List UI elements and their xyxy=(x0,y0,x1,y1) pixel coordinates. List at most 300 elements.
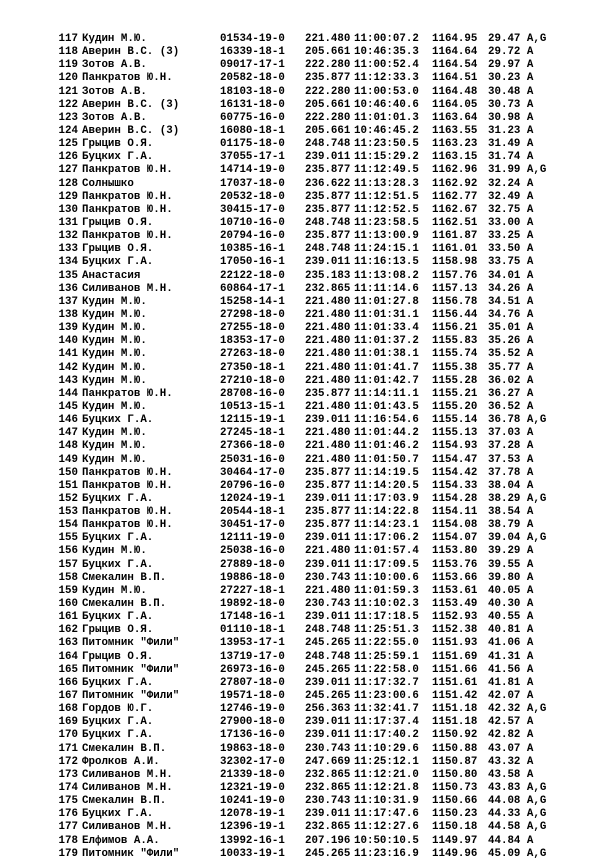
arrival-time: 11:24:15.1 xyxy=(354,243,419,256)
row-number: 145 xyxy=(58,400,78,413)
speed: 1164.48 xyxy=(432,85,478,98)
distance: 239.011 xyxy=(305,729,351,742)
speed: 1149.97 xyxy=(432,834,478,847)
speed: 1162.77 xyxy=(432,190,478,203)
row-number: 162 xyxy=(58,624,78,637)
distance: 248.748 xyxy=(305,138,351,151)
arrival-time: 11:17:09.5 xyxy=(354,558,419,571)
speed: 1153.80 xyxy=(432,545,478,558)
arrival-time: 11:10:31.9 xyxy=(354,795,419,808)
table-row xyxy=(0,322,600,335)
row-number: 130 xyxy=(58,203,78,216)
distance: 221.480 xyxy=(305,361,351,374)
fancier-name: Панкратов Ю.Н. xyxy=(82,387,173,400)
row-number: 128 xyxy=(58,177,78,190)
speed: 1149.96 xyxy=(432,847,478,860)
row-number: 139 xyxy=(58,322,78,335)
row-number: 149 xyxy=(58,453,78,466)
row-number: 144 xyxy=(58,387,78,400)
arrival-time: 11:01:59.3 xyxy=(354,584,419,597)
table-row xyxy=(0,217,600,230)
distance: 221.480 xyxy=(305,348,351,361)
ring-number: 17050-16-1 xyxy=(220,256,285,269)
points: 36.52 A xyxy=(488,400,534,413)
row-number: 118 xyxy=(58,46,78,59)
points: 30.48 A xyxy=(488,85,534,98)
points: 42.07 A xyxy=(488,690,534,703)
table-row xyxy=(0,414,600,427)
speed: 1162.67 xyxy=(432,203,478,216)
distance: 221.480 xyxy=(305,427,351,440)
distance: 221.480 xyxy=(305,33,351,45)
fancier-name: Силиванов М.Н. xyxy=(82,782,173,795)
distance: 239.011 xyxy=(305,532,351,545)
distance: 221.480 xyxy=(305,308,351,321)
speed: 1164.64 xyxy=(432,46,478,59)
row-number: 170 xyxy=(58,729,78,742)
speed: 1155.28 xyxy=(432,374,478,387)
points: 44.58 A,G xyxy=(488,821,547,834)
fancier-name: Панкратов Ю.Н. xyxy=(82,466,173,479)
row-number: 141 xyxy=(58,348,78,361)
distance: 235.877 xyxy=(305,387,351,400)
ring-number: 12115-19-1 xyxy=(220,414,285,427)
fancier-name: Смекалин В.П. xyxy=(82,742,167,755)
fancier-name: Кудин М.Ю. xyxy=(82,584,147,597)
arrival-time: 11:00:52.4 xyxy=(354,59,419,72)
arrival-time: 11:12:52.5 xyxy=(354,203,419,216)
points: 44.33 A,G xyxy=(488,808,547,821)
fancier-name: Кудин М.Ю. xyxy=(82,545,147,558)
fancier-name: Буцких Г.А. xyxy=(82,414,154,427)
fancier-name: Смекалин В.П. xyxy=(82,571,167,584)
speed: 1153.76 xyxy=(432,558,478,571)
arrival-time: 11:25:59.1 xyxy=(354,650,419,663)
distance: 205.661 xyxy=(305,46,351,59)
distance: 235.877 xyxy=(305,203,351,216)
table-row xyxy=(0,112,600,125)
distance: 235.877 xyxy=(305,506,351,519)
row-number: 135 xyxy=(58,269,78,282)
ring-number: 20794-16-0 xyxy=(220,230,285,243)
row-number: 136 xyxy=(58,282,78,295)
fancier-name: Аверин В.С. (3) xyxy=(82,46,180,59)
distance: 235.877 xyxy=(305,519,351,532)
points: 42.57 A xyxy=(488,716,534,729)
ring-number: 18353-17-0 xyxy=(220,335,285,348)
distance: 248.748 xyxy=(305,216,351,229)
speed: 1162.51 xyxy=(432,216,478,229)
points: 32.75 A xyxy=(488,203,534,216)
arrival-time: 11:12:21.0 xyxy=(354,768,419,781)
speed: 1163.23 xyxy=(432,138,478,151)
distance: 256.363 xyxy=(305,703,351,716)
speed: 1158.98 xyxy=(432,256,478,269)
distance: 232.865 xyxy=(305,768,351,781)
row-number: 167 xyxy=(58,690,78,703)
row-number: 175 xyxy=(58,795,78,808)
ring-number: 10513-15-1 xyxy=(220,400,285,413)
fancier-name: Аверин В.С. (3) xyxy=(82,124,180,137)
arrival-time: 11:13:08.2 xyxy=(354,269,419,282)
fancier-name: Кудин М.Ю. xyxy=(82,295,147,308)
speed: 1155.13 xyxy=(432,427,478,440)
points: 31.74 A xyxy=(488,151,534,164)
ring-number: 60864-17-1 xyxy=(220,282,285,295)
table-row xyxy=(0,611,600,624)
ring-number: 25038-16-0 xyxy=(220,545,285,558)
fancier-name: Кудин М.Ю. xyxy=(82,440,147,453)
fancier-name: Питомник "Фили" xyxy=(82,690,180,703)
points: 43.83 A,G xyxy=(488,782,547,795)
distance: 221.480 xyxy=(305,374,351,387)
row-number: 134 xyxy=(58,256,78,269)
arrival-time: 11:00:07.2 xyxy=(354,33,419,45)
fancier-name: Панкратов Ю.Н. xyxy=(82,190,173,203)
arrival-time: 11:01:50.7 xyxy=(354,453,419,466)
table-row xyxy=(0,848,600,861)
ring-number: 16131-18-0 xyxy=(220,98,285,111)
arrival-time: 10:50:10.5 xyxy=(354,834,419,847)
arrival-time: 11:00:53.0 xyxy=(354,85,419,98)
distance: 232.865 xyxy=(305,782,351,795)
table-row xyxy=(0,138,600,151)
fancier-name: Буцких Г.А. xyxy=(82,808,154,821)
points: 38.54 A xyxy=(488,506,534,519)
speed: 1155.14 xyxy=(432,414,478,427)
row-number: 148 xyxy=(58,440,78,453)
fancier-name: Буцких Г.А. xyxy=(82,151,154,164)
table-row xyxy=(0,72,600,85)
speed: 1150.23 xyxy=(432,808,478,821)
points: 33.00 A xyxy=(488,216,534,229)
speed: 1152.38 xyxy=(432,624,478,637)
speed: 1151.66 xyxy=(432,663,478,676)
fancier-name: Силиванов М.Н. xyxy=(82,768,173,781)
points: 35.77 A xyxy=(488,361,534,374)
points: 36.02 A xyxy=(488,374,534,387)
table-row xyxy=(0,782,600,795)
points: 40.55 A xyxy=(488,611,534,624)
row-number: 143 xyxy=(58,374,78,387)
row-number: 160 xyxy=(58,598,78,611)
points: 42.82 A xyxy=(488,729,534,742)
arrival-time: 11:01:33.4 xyxy=(354,322,419,335)
table-row xyxy=(0,532,600,545)
row-number: 121 xyxy=(58,85,78,98)
table-row xyxy=(0,703,600,716)
row-number: 178 xyxy=(58,834,78,847)
distance: 230.743 xyxy=(305,742,351,755)
ring-number: 10033-19-1 xyxy=(220,847,285,860)
points: 36.78 A,G xyxy=(488,414,547,427)
ring-number: 30451-17-0 xyxy=(220,519,285,532)
arrival-time: 11:14:23.1 xyxy=(354,519,419,532)
arrival-time: 11:12:27.6 xyxy=(354,821,419,834)
arrival-time: 11:01:46.2 xyxy=(354,440,419,453)
ring-number: 21339-18-0 xyxy=(220,768,285,781)
ring-number: 20532-18-0 xyxy=(220,190,285,203)
points: 36.27 A xyxy=(488,387,534,400)
points: 43.58 A xyxy=(488,768,534,781)
fancier-name: Буцких Г.А. xyxy=(82,492,154,505)
row-number: 157 xyxy=(58,558,78,571)
fancier-name: Аверин В.С. (3) xyxy=(82,98,180,111)
points: 38.04 A xyxy=(488,479,534,492)
fancier-name: Кудин М.Ю. xyxy=(82,335,147,348)
speed: 1154.28 xyxy=(432,492,478,505)
points: 30.73 A xyxy=(488,98,534,111)
row-number: 117 xyxy=(58,33,78,45)
table-row xyxy=(0,454,600,467)
ring-number: 01534-19-0 xyxy=(220,33,285,45)
distance: 239.011 xyxy=(305,414,351,427)
points: 40.05 A xyxy=(488,584,534,597)
ring-number: 30464-17-0 xyxy=(220,466,285,479)
distance: 239.011 xyxy=(305,611,351,624)
fancier-name: Силиванов М.Н. xyxy=(82,821,173,834)
ring-number: 17136-16-0 xyxy=(220,729,285,742)
ring-number: 27263-18-0 xyxy=(220,348,285,361)
row-number: 165 xyxy=(58,663,78,676)
speed: 1157.13 xyxy=(432,282,478,295)
arrival-time: 10:46:45.2 xyxy=(354,124,419,137)
arrival-time: 11:17:18.5 xyxy=(354,611,419,624)
distance: 239.011 xyxy=(305,151,351,164)
speed: 1157.76 xyxy=(432,269,478,282)
table-row xyxy=(0,178,600,191)
ring-number: 10385-16-1 xyxy=(220,243,285,256)
points: 31.49 A xyxy=(488,138,534,151)
points: 39.29 A xyxy=(488,545,534,558)
distance: 245.265 xyxy=(305,663,351,676)
speed: 1154.42 xyxy=(432,466,478,479)
table-row xyxy=(0,86,600,99)
ring-number: 19892-18-0 xyxy=(220,598,285,611)
arrival-time: 11:01:57.4 xyxy=(354,545,419,558)
table-row xyxy=(0,388,600,401)
row-number: 140 xyxy=(58,335,78,348)
row-number: 177 xyxy=(58,821,78,834)
ring-number: 12396-19-1 xyxy=(220,821,285,834)
distance: 205.661 xyxy=(305,98,351,111)
arrival-time: 11:23:00.6 xyxy=(354,690,419,703)
fancier-name: Зотов А.В. xyxy=(82,111,147,124)
ring-number: 20544-18-1 xyxy=(220,506,285,519)
speed: 1153.61 xyxy=(432,584,478,597)
table-row xyxy=(0,375,600,388)
arrival-time: 11:01:31.1 xyxy=(354,308,419,321)
row-number: 138 xyxy=(58,308,78,321)
distance: 221.480 xyxy=(305,440,351,453)
ring-number: 10241-19-0 xyxy=(220,795,285,808)
arrival-time: 11:01:42.7 xyxy=(354,374,419,387)
points: 29.47 A,G xyxy=(488,33,547,45)
table-row xyxy=(0,309,600,322)
arrival-time: 11:25:12.1 xyxy=(354,755,419,768)
arrival-time: 11:12:49.5 xyxy=(354,164,419,177)
row-number: 156 xyxy=(58,545,78,558)
speed: 1150.92 xyxy=(432,729,478,742)
ring-number: 20582-18-0 xyxy=(220,72,285,85)
speed: 1162.96 xyxy=(432,164,478,177)
fancier-name: Питомник "Фили" xyxy=(82,847,180,860)
points: 41.81 A xyxy=(488,676,534,689)
fancier-name: Грыцив О.Я. xyxy=(82,216,154,229)
arrival-time: 11:12:33.3 xyxy=(354,72,419,85)
row-number: 163 xyxy=(58,637,78,650)
ring-number: 01110-18-1 xyxy=(220,624,285,637)
speed: 1164.54 xyxy=(432,59,478,72)
ring-number: 12111-19-0 xyxy=(220,532,285,545)
ring-number: 60775-16-0 xyxy=(220,111,285,124)
row-number: 131 xyxy=(58,216,78,229)
row-number: 126 xyxy=(58,151,78,164)
points: 42.32 A,G xyxy=(488,703,547,716)
arrival-time: 11:14:19.5 xyxy=(354,466,419,479)
table-row xyxy=(0,835,600,848)
arrival-time: 11:13:28.3 xyxy=(354,177,419,190)
ring-number: 13953-17-1 xyxy=(220,637,285,650)
row-number: 169 xyxy=(58,716,78,729)
table-row xyxy=(0,559,600,572)
ring-number: 12078-19-1 xyxy=(220,808,285,821)
ring-number: 27366-18-0 xyxy=(220,440,285,453)
ring-number: 27807-18-0 xyxy=(220,676,285,689)
arrival-time: 11:17:40.2 xyxy=(354,729,419,742)
row-number: 133 xyxy=(58,243,78,256)
fancier-name: Анастасия xyxy=(82,269,141,282)
distance: 247.669 xyxy=(305,755,351,768)
arrival-time: 11:14:22.8 xyxy=(354,506,419,519)
fancier-name: Буцких Г.А. xyxy=(82,716,154,729)
table-row xyxy=(0,651,600,664)
arrival-time: 11:22:55.0 xyxy=(354,637,419,650)
row-number: 173 xyxy=(58,768,78,781)
points: 35.01 A xyxy=(488,322,534,335)
ring-number: 27210-18-0 xyxy=(220,374,285,387)
distance: 230.743 xyxy=(305,571,351,584)
table-row xyxy=(0,335,600,348)
points: 34.01 A xyxy=(488,269,534,282)
fancier-name: Панкратов Ю.Н. xyxy=(82,203,173,216)
points: 43.07 A xyxy=(488,742,534,755)
table-row xyxy=(0,243,600,256)
speed: 1151.61 xyxy=(432,676,478,689)
row-number: 166 xyxy=(58,676,78,689)
distance: 232.865 xyxy=(305,282,351,295)
distance: 222.280 xyxy=(305,111,351,124)
distance: 221.480 xyxy=(305,322,351,335)
fancier-name: Панкратов Ю.Н. xyxy=(82,519,173,532)
speed: 1153.49 xyxy=(432,598,478,611)
ring-number: 12024-19-1 xyxy=(220,492,285,505)
table-row xyxy=(0,270,600,283)
arrival-time: 11:17:03.9 xyxy=(354,492,419,505)
row-number: 172 xyxy=(58,755,78,768)
arrival-time: 11:23:58.5 xyxy=(354,216,419,229)
arrival-time: 11:01:41.7 xyxy=(354,361,419,374)
fancier-name: Кудин М.Ю. xyxy=(82,322,147,335)
distance: 222.280 xyxy=(305,59,351,72)
ring-number: 15258-14-1 xyxy=(220,295,285,308)
ring-number: 18103-18-0 xyxy=(220,85,285,98)
table-row xyxy=(0,401,600,414)
distance: 221.480 xyxy=(305,335,351,348)
table-row xyxy=(0,480,600,493)
points: 39.55 A xyxy=(488,558,534,571)
ring-number: 09017-17-1 xyxy=(220,59,285,72)
table-row xyxy=(0,296,600,309)
fancier-name: Панкратов Ю.Н. xyxy=(82,506,173,519)
points: 29.72 A xyxy=(488,46,534,59)
speed: 1162.92 xyxy=(432,177,478,190)
table-row xyxy=(0,572,600,585)
table-row xyxy=(0,191,600,204)
row-number: 125 xyxy=(58,138,78,151)
row-number: 176 xyxy=(58,808,78,821)
distance: 207.196 xyxy=(305,834,351,847)
arrival-time: 11:16:13.5 xyxy=(354,256,419,269)
row-number: 120 xyxy=(58,72,78,85)
fancier-name: Силиванов М.Н. xyxy=(82,282,173,295)
speed: 1150.80 xyxy=(432,768,478,781)
ring-number: 17037-18-0 xyxy=(220,177,285,190)
speed: 1155.20 xyxy=(432,400,478,413)
row-number: 161 xyxy=(58,611,78,624)
points: 38.79 A xyxy=(488,519,534,532)
points: 33.25 A xyxy=(488,230,534,243)
table-row xyxy=(0,545,600,558)
table-row xyxy=(0,690,600,703)
points: 32.49 A xyxy=(488,190,534,203)
table-row xyxy=(0,283,600,296)
fancier-name: Фролков А.И. xyxy=(82,755,160,768)
points: 34.26 A xyxy=(488,282,534,295)
arrival-time: 11:14:20.5 xyxy=(354,479,419,492)
distance: 235.877 xyxy=(305,479,351,492)
distance: 221.480 xyxy=(305,400,351,413)
row-number: 132 xyxy=(58,230,78,243)
table-row xyxy=(0,729,600,742)
fancier-name: Панкратов Ю.Н. xyxy=(82,230,173,243)
row-number: 171 xyxy=(58,742,78,755)
fancier-name: Буцких Г.А. xyxy=(82,676,154,689)
row-number: 123 xyxy=(58,111,78,124)
ring-number: 25031-16-0 xyxy=(220,453,285,466)
arrival-time: 11:23:50.5 xyxy=(354,138,419,151)
points: 45.09 A,G xyxy=(488,847,547,860)
row-number: 124 xyxy=(58,124,78,137)
points: 40.30 A xyxy=(488,598,534,611)
speed: 1150.18 xyxy=(432,821,478,834)
points: 40.81 A xyxy=(488,624,534,637)
table-row xyxy=(0,46,600,59)
table-row xyxy=(0,808,600,821)
row-number: 164 xyxy=(58,650,78,663)
speed: 1155.38 xyxy=(432,361,478,374)
points: 37.28 A xyxy=(488,440,534,453)
ring-number: 27227-18-1 xyxy=(220,584,285,597)
fancier-name: Зотов А.В. xyxy=(82,85,147,98)
row-number: 151 xyxy=(58,479,78,492)
speed: 1151.18 xyxy=(432,703,478,716)
speed: 1163.15 xyxy=(432,151,478,164)
arrival-time: 11:32:41.7 xyxy=(354,703,419,716)
fancier-name: Кудин М.Ю. xyxy=(82,427,147,440)
table-row xyxy=(0,164,600,177)
speed: 1150.73 xyxy=(432,782,478,795)
